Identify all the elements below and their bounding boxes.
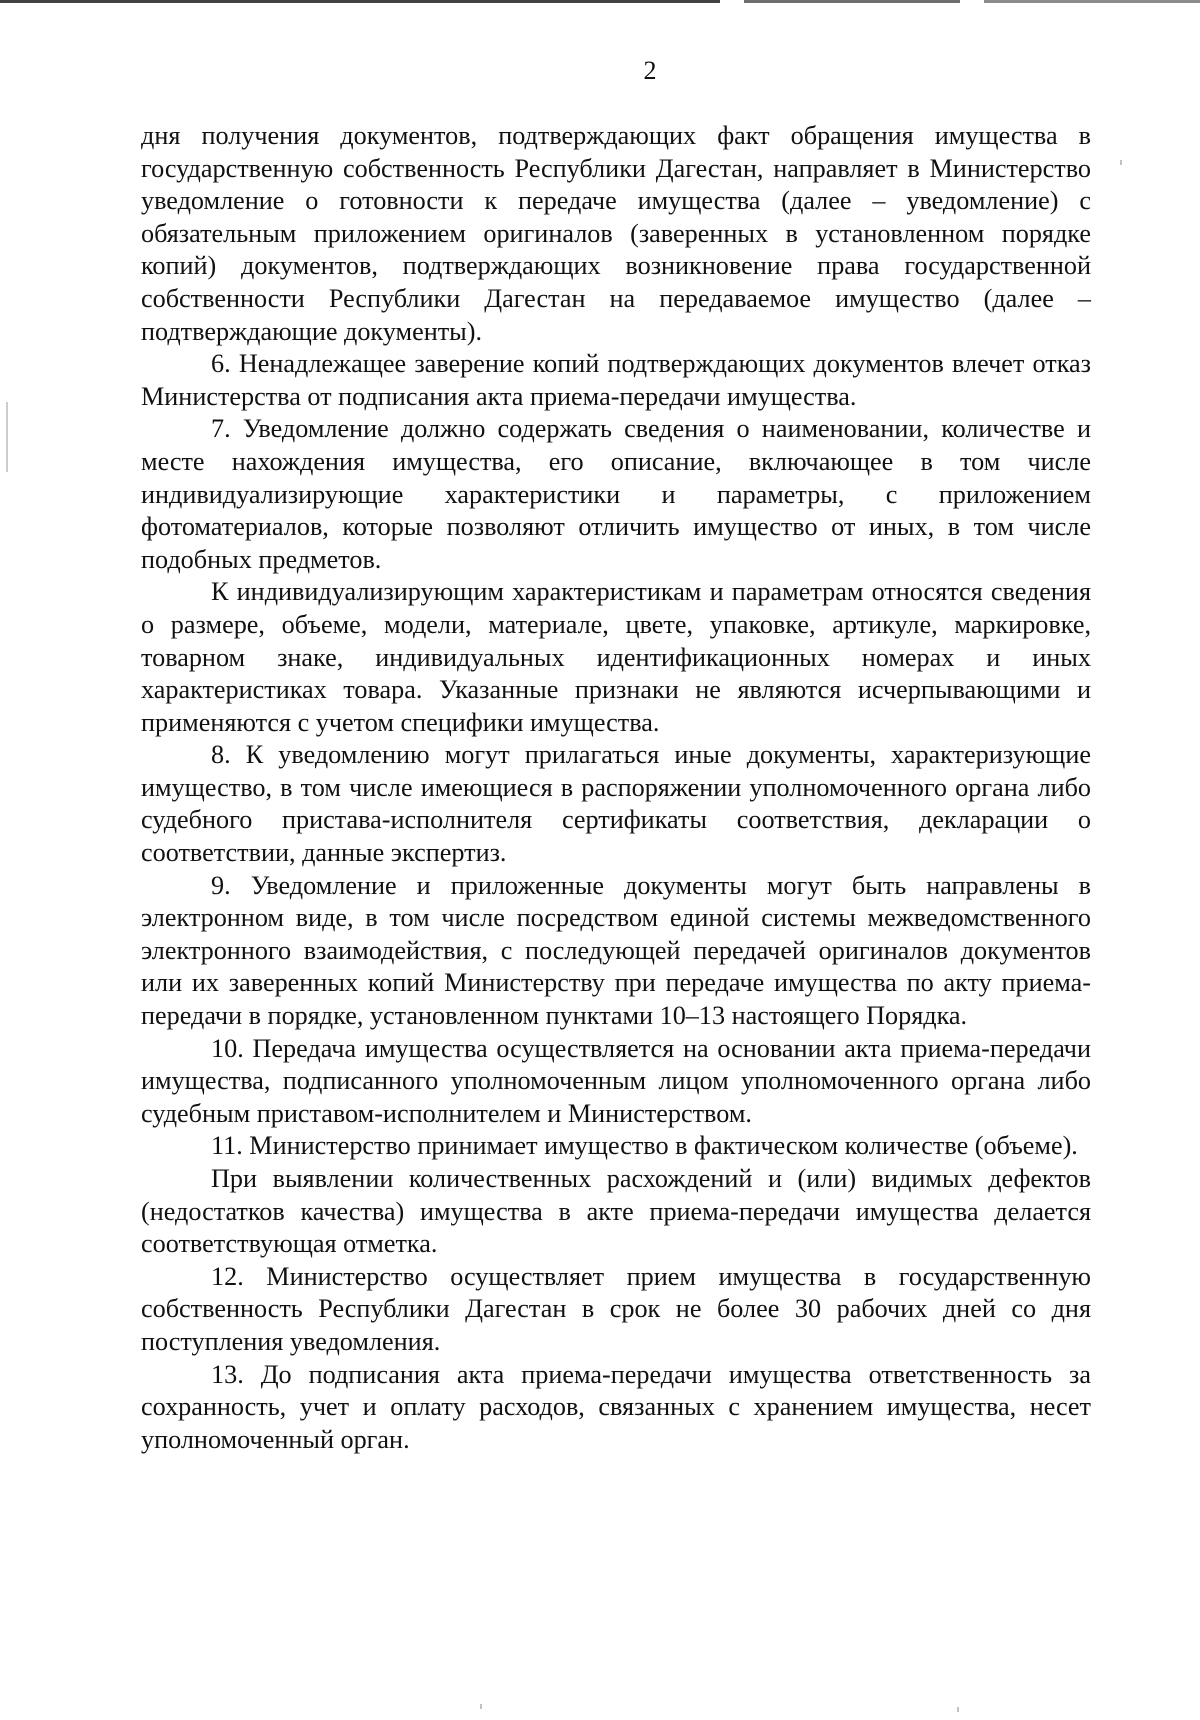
scan-artifact-dot-bottom-right	[957, 1707, 959, 1712]
scan-artifact-dot-bottom	[480, 1704, 482, 1709]
paragraph-12: 12. Министерство осуществляет прием имущества в государственную собственность Республики Дагестан в срок не более 30 рабочих дней со дня поступления уведомления.	[141, 1261, 1091, 1356]
scan-artifact-dot-top	[1120, 160, 1122, 165]
paragraph-9: 9. Уведомление и приложенные документы могут быть направлены в электронном виде, в том числе посредством единой системы межведомственного электронного взаимодействия, с последующей передачей оригиналов документов или их заверенных копий Министерству при передаче имущества по акту приема-передачи в порядке, установленном пунктами 10–13 настоящего Порядка.	[141, 870, 1091, 1031]
paragraph-10: 10. Передача имущества осуществляется на основании акта приема-передачи имущества, подписанного уполномоченным лицом уполномоченного органа либо судебным приставом-исполнителем и Министерством.	[141, 1033, 1091, 1128]
paragraph-5-continuation: дня получения документов, подтверждающих факт обращения имущества в государственную собственность Республики Дагестан, направляет в Министерство уведомление о готовности к передаче имущества (далее – уведомление) с обязательным приложением оригиналов (заверенных в установленном порядке копий) документов, подтверждающих возникновение права государственной собственности Республики Дагестан на передаваемое имущество (далее – подтверждающие документы).	[141, 121, 1091, 346]
scan-artifact-left-edge	[6, 402, 8, 472]
scan-top-border	[0, 0, 1200, 3]
page-number	[0, 56, 1200, 86]
paragraph-7-characteristics: К индивидуализирующим характеристикам и параметрам относятся сведения о размере, объеме, модели, материале, цвете, упаковке, артикуле, маркировке, товарном знаке, индивидуальных идентификационных номерах и иных характеристиках товара. Указанные признаки не являются исчерпывающими и применяются с учетом специфики имущества.	[141, 577, 1091, 737]
paragraph-7: 7. Уведомление должно содержать сведения о наименовании, количестве и месте нахождения имущества, его описание, включающее в том числе индивидуализирующие характеристики и параметры, с приложением фотоматериалов, которые позволяют отличить имущество от иных, в том числе подобных предметов.	[141, 414, 1091, 574]
paragraph-8: 8. К уведомлению могут прилагаться иные документы, характеризующие имущество, в том числе имеющиеся в распоряжении уполномоченного органа либо судебного пристава-исполнителя сертификаты соответствия, декларации о соответствии, данные экспертиз.	[141, 740, 1091, 868]
page-number-text: 2	[643, 56, 657, 85]
paragraph-11-discrepancies: При выявлении количественных расхождений и (или) видимых дефектов (недостатков качества) имущества в акте приема-передачи имущества делается соответствующая отметка.	[141, 1164, 1091, 1259]
paragraph-11: 11. Министерство принимает имущество в фактическом количестве (объеме).	[211, 1131, 1078, 1161]
paragraph-13: 13. До подписания акта приема-передачи имущества ответственность за сохранность, учет и оплату расходов, связанных с хранением имущества, несет уполномоченный орган.	[141, 1359, 1091, 1454]
document-body	[141, 120, 1091, 1456]
paragraph-6: 6. Ненадлежащее заверение копий подтверждающих документов влечет отказ Министерства от подписания акта приема-передачи имущества.	[141, 349, 1091, 411]
